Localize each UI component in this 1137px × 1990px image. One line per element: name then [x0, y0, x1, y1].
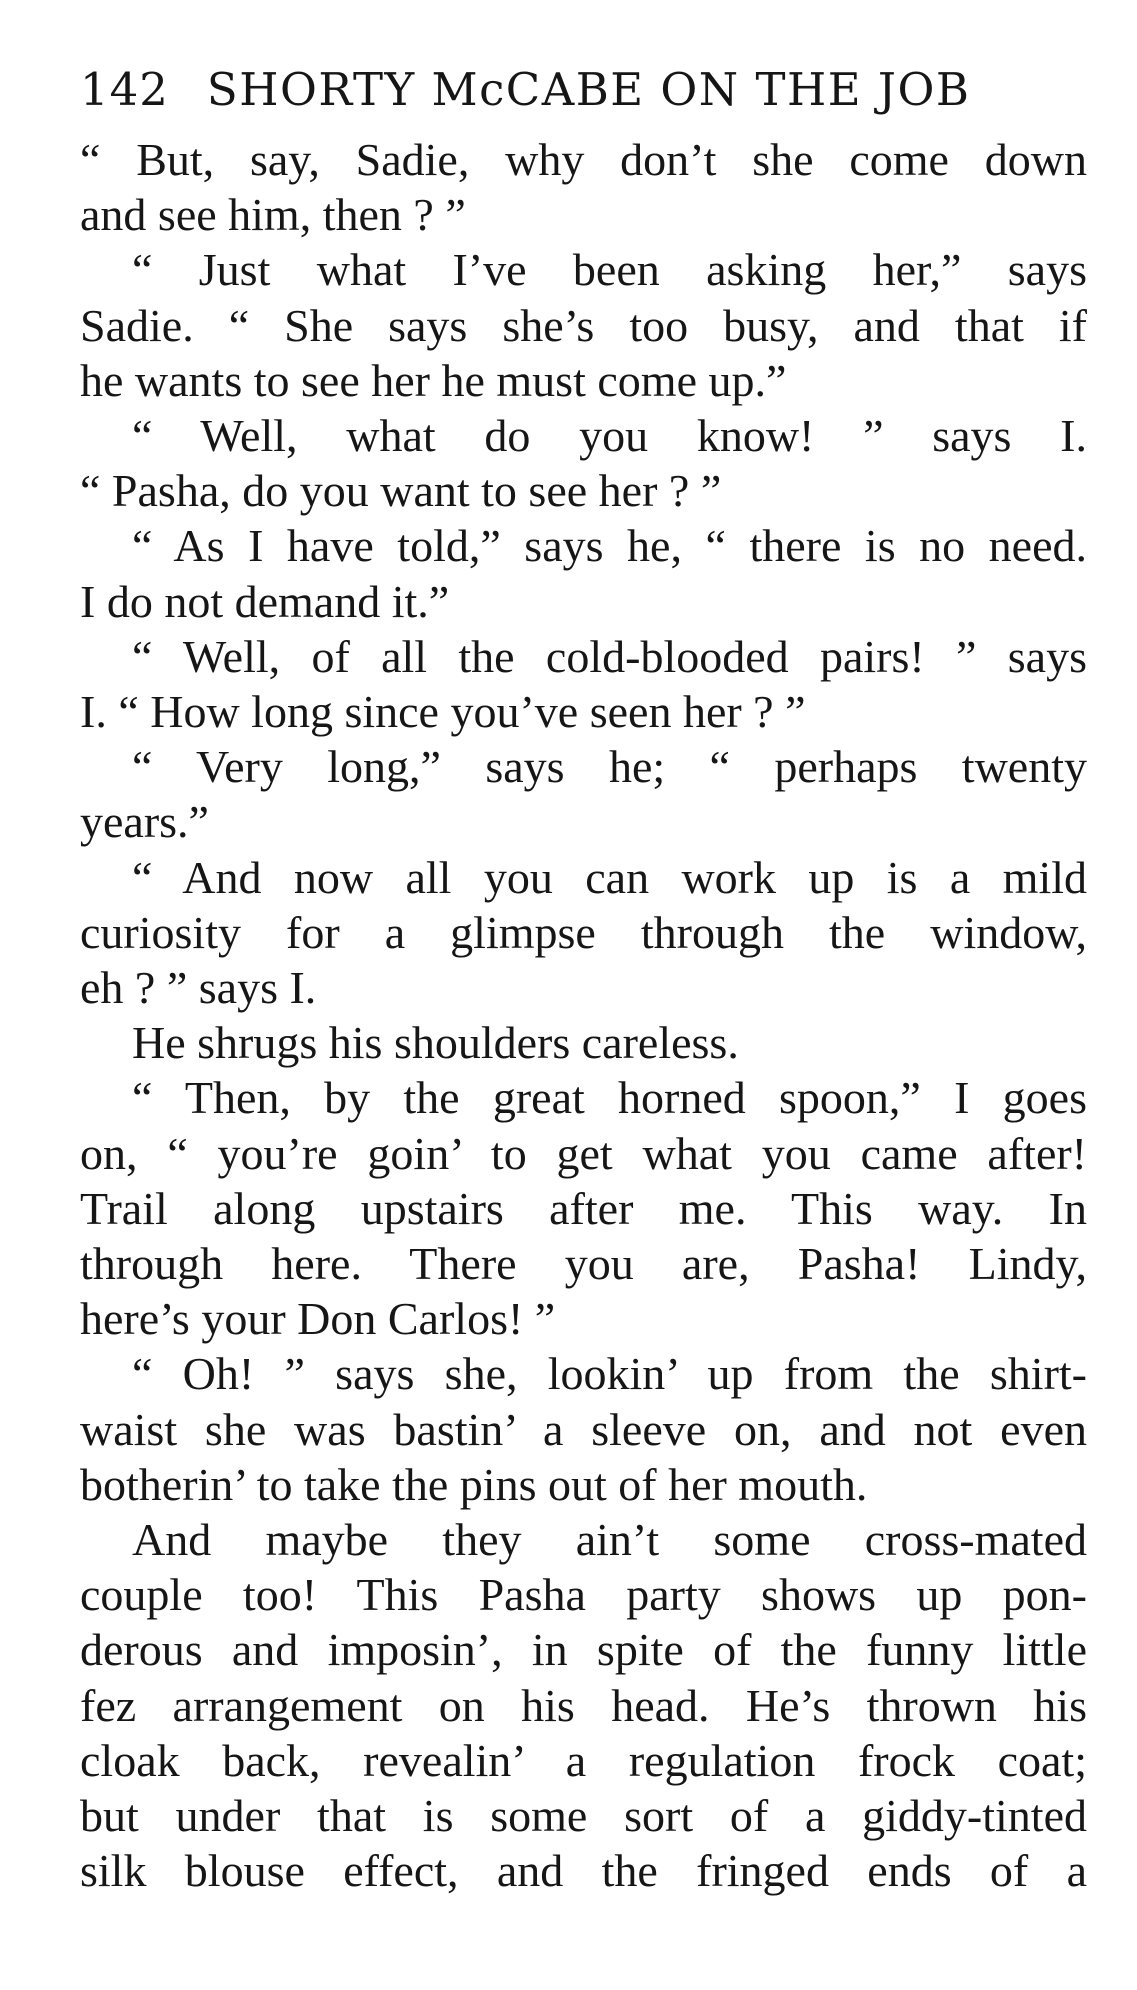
- text-line: Sadie. “ She says she’s too busy, and that if: [80, 299, 1087, 351]
- text-line: and see him, then ? ”: [80, 189, 466, 241]
- text-line: “ And now all you can work up is a mild: [132, 851, 1087, 903]
- text-line: curiosity for a glimpse through the window,: [80, 906, 1087, 958]
- text-line: “ Very long,” says he; “ perhaps twenty: [132, 741, 1087, 793]
- text-line: I. “ How long since you’ve seen her ? ”: [80, 686, 806, 738]
- text-line: “ Then, by the great horned spoon,” I goes: [132, 1072, 1087, 1124]
- text-line: He shrugs his shoulders careless.: [132, 1017, 739, 1069]
- text-line: “ As I have told,” says he, “ there is no need.: [132, 520, 1087, 572]
- running-title: SHORTY McCABE ON THE JOB: [206, 63, 971, 116]
- text-line: “ Oh! ” says she, lookin’ up from the shirt-: [132, 1348, 1087, 1400]
- text-line: fez arrangement on his head. He’s thrown his: [80, 1679, 1087, 1731]
- text-line: through here. There you are, Pasha! Lindy,: [80, 1238, 1087, 1290]
- text-line: years.”: [80, 796, 209, 848]
- text-line: “ Well, of all the cold-blooded pairs! ” says: [132, 630, 1087, 682]
- text-line: “ Just what I’ve been asking her,” says: [132, 244, 1087, 296]
- text-line: on, “ you’re goin’ to get what you came after!: [80, 1127, 1087, 1179]
- page-header: [80, 60, 1087, 120]
- text-line: silk blouse effect, and the fringed ends of a: [80, 1845, 1087, 1897]
- text-line: “ Well, what do you know! ” says I.: [132, 410, 1087, 462]
- text-line: waist she was bastin’ a sleeve on, and not even: [80, 1403, 1087, 1455]
- body-text: [80, 132, 1087, 1899]
- text-line: And maybe they ain’t some cross-mated: [132, 1514, 1087, 1566]
- text-line: I do not demand it.”: [80, 575, 450, 627]
- book-page: [80, 60, 1087, 1899]
- page-number: 142: [80, 63, 169, 116]
- text-line: here’s your Don Carlos! ”: [80, 1293, 556, 1345]
- text-line: but under that is some sort of a giddy-tinted: [80, 1790, 1087, 1842]
- text-line: he wants to see her he must come up.”: [80, 354, 787, 406]
- text-line: couple too! This Pasha party shows up pon-: [80, 1569, 1087, 1621]
- text-line: derous and imposin’, in spite of the funny little: [80, 1624, 1087, 1676]
- text-line: eh ? ” says I.: [80, 962, 317, 1014]
- text-line: cloak back, revealin’ a regulation frock coat;: [80, 1734, 1087, 1786]
- text-line: “ But, say, Sadie, why don’t she come down: [80, 134, 1087, 185]
- text-line: “ Pasha, do you want to see her ? ”: [80, 465, 722, 517]
- text-line: Trail along upstairs after me. This way. In: [80, 1182, 1087, 1234]
- text-line: botherin’ to take the pins out of her mouth.: [80, 1458, 868, 1510]
